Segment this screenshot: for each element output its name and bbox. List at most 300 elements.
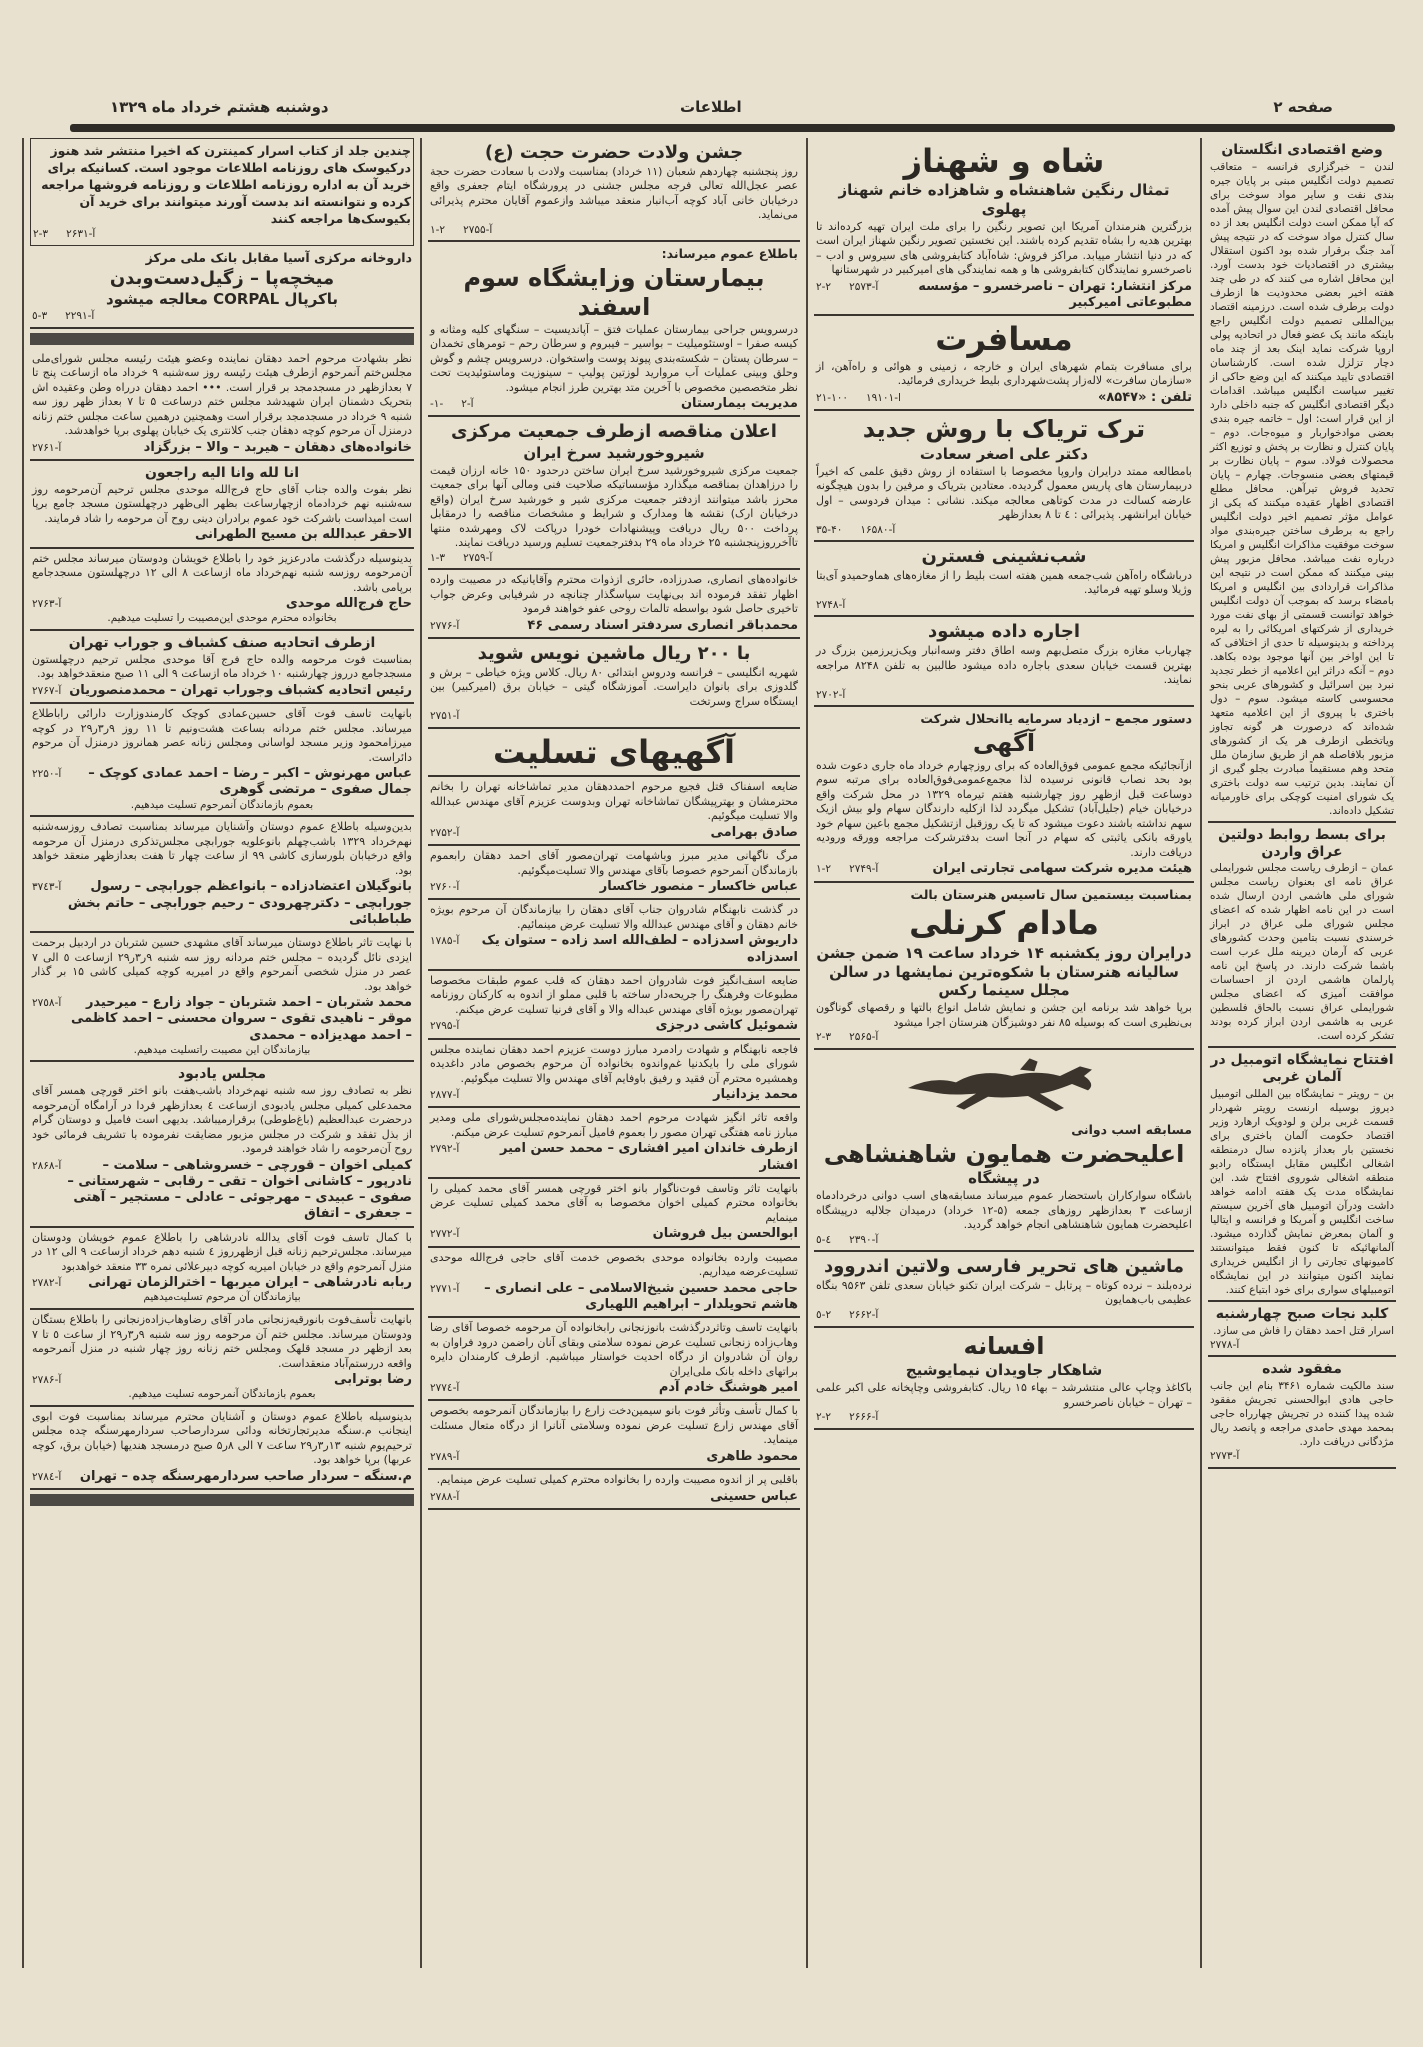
block-body: بانهایت تأسف‌فوت بانورقیه‌زنجانی مادر آقای رضاوهاب‌زاده‌زنجانی را باطلاع بستگان ودوستان میرساند. مجلس ختم آن مرحومه روز سه شنبه ۹ر۳ر۲۹ از ساعت ٥ تا ۷ بعد ازظهر در مسجد قلهک ومجلس ختم زنانه روز چهار شنبه در منزل آنمرحومه واقعه دررستم‌آباد منعقداست. <box>32 1313 412 1370</box>
block-footer <box>430 1449 798 1465</box>
ad-codes <box>1210 1339 1239 1353</box>
ad-code: آ-۲۷۴۹ <box>849 863 879 876</box>
ad-codes <box>816 863 878 877</box>
block-subheadline: شیروخورشید سرخ ایران <box>523 444 705 463</box>
ad-code: آ-۲۷۴۸ <box>816 598 846 611</box>
block-body: بانهایت تاسف فوت آقای حسین‌عمادی کوچک کارمندوزارت دارائی راباطلاع میرساند. مجلس ختم مردانه بساعت هشت‌ونیم تا ۱۱ روز ۹ر۳ر۲۹ در کوچه میرزامحمود وزیر مسجد لواسانی ومجلس زنانه عصر همانروز درمنزل آن مرحوم دائراست. <box>32 707 412 764</box>
ad-codes <box>32 881 61 895</box>
column-divider <box>420 138 422 1968</box>
news-block <box>30 1062 414 1227</box>
news-block <box>814 138 1194 316</box>
block-headline: با ۲۰۰ ریال ماشین نویس شوید <box>477 643 751 665</box>
ad-code: آ-۲۷۷۳ <box>1210 1450 1240 1463</box>
block-headline: شاه و شهناز <box>903 142 1105 180</box>
block-body: اسرار قتل احمد دهقان را فاش می سازد. <box>1213 1324 1394 1337</box>
news-block <box>1208 1048 1396 1302</box>
block-signature: امیر هوشنگ خادم آدم <box>658 1380 798 1396</box>
news-block <box>30 631 414 704</box>
ad-codes <box>430 1228 459 1242</box>
block-subheadline: شاهکار جاویدان نیمایوشیج <box>905 1361 1103 1380</box>
block-footer <box>430 552 798 566</box>
ad-code: ۲-٥ <box>816 1308 832 1321</box>
ad-code: آ-۲۷۷۶ <box>430 619 460 632</box>
block-footer <box>816 1411 1192 1425</box>
ad-code: آ-۲۷۶۳ <box>32 598 62 611</box>
block-body: خانواده‌های انصاری، صدرزاده، حائری ازذوات محترم وآقایانیکه در مصیبت وارده اظهار تفقد فرموده اند بی‌نهایت سپاسگذار چنانچه در شرفیابی وعرض جواب تاخیری حاصل شود بواسطه تالمات روحی عفو خواهند فرمود <box>430 573 798 616</box>
block-body: عمان – ازطرف ریاست مجلس شورایملی عراق نامه ای بعنوان ریاست مجلس شورای ملی هاشمی اردن ارسال شده است در این نامه اظهار شده که اعضای مجلس شورای ملی عراق در ابراز خرسندی نسبت بتامین وحدت کشورهای عربی که آرمان دیرینه ملل عرب است باشما شرکت دارند. در پاسخ این نامه پارلمان هاشمی اردن از احساسات موافقت آمیزی که اعضای مجلس شورایملی عراق نسبت بالحاق فلسطین عربی به هاشمی اردن ابراز کرده بودند تشکر کرده است. <box>1210 862 1394 1043</box>
ad-code: آ-۲۷۵۱ <box>430 710 460 723</box>
news-block <box>814 1328 1194 1430</box>
block-body: بزرگترین هنرمندان آمریکا این تصویر رنگین را برای ملت ایران تهیه کرده‌اند تا بهترین هدیه را بشاه تقدیم کرده باشند. این نخستین تصویر رنگین شهناز ایران است که در دنیا انتشار مییابد. مراکز فروش: شاه‌آباد کتابفروشی های سیروس و ادب – ناصرخسرو نمایندگان کتابفروشی ها و همه نمایندگی های امیرکبیر در شهرستانها <box>816 219 1192 277</box>
block-headline: آگهیهای تسلیت <box>493 732 735 771</box>
block-note: بعموم بازماندگان آنمرحوم تسلیت میدهیم. <box>130 798 314 811</box>
ad-codes <box>430 552 492 566</box>
ad-code: ا-۱۹۱۰۱ <box>866 391 901 404</box>
ad-code: آ-۲۸۶۸ <box>32 1159 62 1172</box>
horse-race-icon <box>894 1052 1114 1116</box>
block-signature: محمد یزدانیار <box>713 1087 798 1103</box>
news-block <box>814 1118 1194 1253</box>
ad-code: ۲-۳ <box>33 228 49 241</box>
block-footer <box>430 1087 798 1103</box>
block-footer <box>430 1281 798 1314</box>
ad-code: آ-۲۷۷۱ <box>430 1282 460 1295</box>
ad-codes <box>32 1374 61 1388</box>
block-footer <box>816 689 1192 703</box>
ad-code: آ-۲۷۰۲ <box>816 688 846 701</box>
ad-code: ۳۵-۴۰ <box>816 523 843 536</box>
block-signature: هیئت مدیره شرکت سهامی تجارتی ایران <box>932 861 1192 877</box>
issue-date: دوشنبه هشتم خرداد ماه ۱۳۲۹ <box>110 98 329 116</box>
ad-code: ۲۱-۱۰۰ <box>816 391 848 404</box>
block-signature: خانواده‌های دهقان – هیربد – والا – بزرگزاد <box>143 439 412 455</box>
ad-code: آ-۲۷۶۱ <box>32 441 62 454</box>
page-number: صفحه ۲ <box>1273 98 1333 116</box>
block-signature: رضا بوترابی <box>334 1372 412 1388</box>
news-block <box>1208 1302 1396 1357</box>
ad-codes <box>816 281 878 295</box>
block-body: شهریه انگلیسی – فرانسه ودروس ابتدائی ۸۰ ریال. کلاس ویژه خیاطی – برش و گلدوزی برای بانوان دایراست. آموزشگاه گیتی – خیابان برق (امیرکبیر) بین ایستگاه سراج وسرتخت <box>430 665 798 708</box>
block-body: نرده‌بلند – نرده کوتاه – پرتابل – شرکت ایران تکنو خیابان سعدی تلفن ۹۵۶۳ بنگاه عظیمی باب‌همایون <box>816 1278 1192 1307</box>
news-block <box>30 1310 414 1407</box>
block-headline: اعلیحضرت همایون شاهنشاهی <box>823 1139 1185 1168</box>
ad-code: ۱-۲ <box>430 223 446 236</box>
ad-code: ۲-۲ <box>816 280 832 293</box>
news-block <box>428 1040 800 1109</box>
block-footer <box>430 825 798 841</box>
ad-codes <box>430 398 474 412</box>
column-notices-condolences <box>422 138 806 1510</box>
news-block <box>814 316 1194 411</box>
ad-code: آ-۲۵۶۵ <box>849 1031 879 1044</box>
black-divider-bar <box>30 333 414 345</box>
ad-codes <box>816 599 845 613</box>
block-lead: بمناسبت بیستمین سال تاسیس هنرستان بالت <box>910 886 1192 902</box>
ad-codes <box>430 224 492 238</box>
block-body: در گذشت نابهنگام شادروان جناب آقای دهقان را بیازماندگان آن مرحوم بویژه خانم دهقان و آقای مهندس عبدالله والا تسلیت عرض مینمائیم. <box>430 903 798 931</box>
block-body: نظر بفوت والده جناب آقای حاج فرج‌الله موحدی مجلس ترحیم آن‌مرحومه روز سه‌شنبه نهم خردادماه ازچهارساعت بظهر الی‌ظهر درچهلستون مسجد جامع برپا است امیداست باشرکت خود عموم برادران دینی روح آن مرحومه را شاد فرمایند. <box>32 482 412 525</box>
block-body: برای مسافرت بتمام شهرهای ایران و خارجه ، زمینی و هوائی و راه‌آهن، از «سازمان سافرت» لاله‌زار پشت‌شهرداری بلیط خریداری فرمائید. <box>816 359 1192 388</box>
block-body: برپا خواهد شد برنامه این جشن و نمایش شامل انواع بالتها و رقصهای گوناگون بی‌نظیری است که بوسیله ۸۵ نفر دوشیزگان هنرستان اجرا میشود <box>816 1001 1192 1029</box>
news-block <box>428 1318 800 1401</box>
block-body: فاجعه نابهنگام و شهادت رادمرد مبارز دوست عزیزم احمد دهقان نماینده مجلس شورای ملی را بایکدنیا غم‌واندوه بخانواده آن مرحوم بخصوص مادر داغدیده وهمشیره محترم آن فقید و رفیق باوفایم آقای مهندس والا تسلیت میگوئیم. <box>430 1042 798 1085</box>
block-body: سند مالکیت شماره ۳۴۶۱ بنام این جانب حاجی هادی ابوالحسنی تجریش مفقود شده پیدا کننده در تجریش چهارراه حاجی بمحمد مهدی حامدی مراجعه و پانصد ریال مژدگانی دریافت دارد. <box>1210 1380 1394 1449</box>
ad-codes <box>816 1234 878 1248</box>
ad-codes <box>816 1031 878 1045</box>
ad-codes <box>430 1020 459 1034</box>
block-signature: ابوالحسن بیل فروشان <box>652 1226 798 1242</box>
news-block <box>428 639 800 729</box>
block-footer <box>430 933 798 966</box>
block-footer <box>816 524 1192 538</box>
news-block <box>30 1228 414 1310</box>
ad-codes <box>32 1471 61 1485</box>
block-signature: محمود طاهری <box>706 1448 798 1464</box>
block-footer <box>32 879 412 928</box>
block-footer <box>430 1018 798 1034</box>
block-body: بمناسبت فوت مرحومه والده حاج فرج آقا موحدی مجلس ترحیم درچهلستون مسجدجامع درروز چهارشنبه ۱۰ خرداد ماه ازساعت ۹ الی ۱۱ صبح منعقدخواهد بود. <box>32 652 412 681</box>
ad-codes <box>32 442 61 456</box>
news-block <box>428 570 800 639</box>
ad-code: آ-۲۷۷۲ <box>430 1228 460 1241</box>
ad-code: -۱- <box>430 398 444 411</box>
block-subheadline: درایران روز یکشنبه ۱۴ خرداد ساعت ۱۹ ضمن جشن سالیانه هنرستان با شکوه‌ترین نمایشها در سالن مجلل سینما رکس <box>816 943 1192 1000</box>
news-block <box>814 542 1194 617</box>
ad-code: آ-۲۲۵۰ <box>32 768 62 781</box>
block-signature: بانوگیلان اعتضادزاده – بانواعظم جورابچی – رسول جورابچی – دکترچهرودی – رحیم جورابچی – حاتم بخش طباطبائی <box>67 879 412 927</box>
column-news <box>1202 138 1402 1469</box>
block-signature: عباس خاکسار – منصور خاکسار <box>599 879 798 895</box>
block-body: ضایعه اسف‌انگیز فوت شادروان احمد دهقان که قلب عموم طبقات مخصوصا مطبوعات وفرهنگ را جریحه‌دار ساخته با قلبی مملو از اندوه به کارکنان روزنامه تهران‌مصور بویژه آقای مهندس عبداله والا و آقای فرنیا تسلیت عرض میکنم. <box>430 973 798 1016</box>
ad-codes <box>430 1491 459 1505</box>
column-divider <box>1200 138 1202 1968</box>
block-signature: ربابه نادرشاهی – ایران میربها – اخترالزمان تهرانی <box>88 1275 412 1291</box>
news-block <box>30 933 414 1062</box>
block-signature: حاجی محمد حسین شیخ‌الاسلامی – علی انصاری – هاشم تحویلدار – ابراهیم اللهیاری <box>484 1280 798 1312</box>
block-subheadline: تمثال رنگین شاهنشاه و شاهزاده خانم شهناز پهلوی <box>838 181 1170 219</box>
block-lead: باطلاع عموم میرساند: <box>661 246 798 262</box>
ad-code: آ-۲۷۶۷ <box>32 684 62 697</box>
block-signature: مرکز انتشار: تهران – ناصرخسرو – مؤسسه مطبوعاتی امیرکبیر <box>918 278 1192 311</box>
news-block <box>1208 1357 1396 1468</box>
block-footer <box>32 683 412 699</box>
ad-code: آ-۲۷۷٤ <box>430 1382 460 1395</box>
news-block <box>428 138 800 242</box>
ad-codes <box>32 685 61 699</box>
block-body: بدینوسیله باطلاع عموم دوستان و آشنایان محترم میرساند بمناسبت فوت ابوی اینجانب م.سنگه مدیرتجارتخانه ودائی سردارصاحب سردارمهرسنگه چده مجلس ترحیم‌یوم شنبه ۱۳ر۳ر۲۹ ساعت ۷ الی ۸ر۵ صبح درمسجد هندیها (خیابان برق، کوچه عربها) برپا خواهد بود. <box>32 1409 412 1467</box>
ad-code: آ-۲۵۷۳ <box>849 280 879 293</box>
block-footer <box>32 766 412 799</box>
block-body: بن – رویتر – نمایشگاه بین المللی اتومبیل دیروز بوسیله ارنست رویتر شهردار قسمت غربی برلن و لودویک ارهارد وزیر اقتصاد حکومت آلمان باختری برای نخستین بار بعداز پانزده سال درمنطقه اشغالی انگلیس مقابل ایستگاه رادیو منطقه اشغالی شوروی افتتاح شد. این نمایشگاه مدت یک هفته ادامه خواهد داشت ودرآن اتومبیل های آخرین سیستم ساخت انگلیس و آمریکا و فرانسه و ایتالیا و آلمان بمعرض نمایش گذارده میشود. آلمانهائیکه تا کنون فقط میتوانستند کامیونهای تجارتی را از انگلیس خریداری نمایند اکنون میتوانند در این نمایشگاه اتومبیلهای سواری برای خود ابتیاع کنند. <box>1210 1087 1394 1296</box>
block-footer <box>32 440 412 456</box>
block-headline: مجلس یادبود <box>177 1066 267 1083</box>
block-body: درسرویس جراحی بیمارستان عملیات فتق – آپاندیسیت – سنگهای کلیه ومثانه و کیسه صفرا – اوستئومیلیت – بواسیر – فیبروم و سرطان رحم – تومرهای تخمدان – سرطان پستان – شکسته‌بندی پیوند پوست واستخوان. درسرویس چشم و گوش وحلق وبینی عملیات آب مروارید لوزتین پولیپ – سینوزیت وماستوئیدیت تحت نظر متخصصین مخصوص با آخرین متد بهترین طرز انجام میشود. <box>430 322 798 394</box>
block-note: بیازماندگان این مصیبت راتسلیت میدهیم. <box>133 1043 311 1056</box>
ad-codes <box>430 1382 459 1396</box>
block-body: مصیبت وارده بخانواده موحدی بخصوص خدمت آقای حاجی فرج‌الله موحدی تسلیت‌عرضه میداریم. <box>430 1250 798 1279</box>
block-headline: اجاره داده میشود <box>927 621 1081 643</box>
block-body: جمعیت مرکزی شیروخورشید سرخ ایران ساختن درحدود ۱۵۰ خانه ارزان قیمت را درزاهدان بمناقصه میگذارد مؤسساتیکه صلاحیت فنی ومالی آنها برای جمعیت محرز باشد میتوانند ازدفتر جمعیت مرکزی شیر و خورشید سرخ ایران (واقع درخیابان ارک) نقشه ها ومدارک و شرایط و مشخصات مناقصه را درمقابل پرداخت ۵۰۰ ریال دریافت وپیشنهادات خودرا درپاکت لاک ومهرشده منتها تاآخرروزپنجشنبه ۲۵ خرداد ماه ۲۹ بدفترجمعیت تسلیم ورسید دریافت نمایند. <box>430 463 799 550</box>
block-subheadline: دکتر علی اصغر سعادت <box>919 444 1089 463</box>
ad-code: ۲-۲ <box>816 1411 832 1424</box>
block-body: درباشگاه راه‌آهن شب‌جمعه همین هفته است بلیط را از مغازه‌های هماوحمیدو آی‌بتا وژیلا وسلو تهیه فرمائید. <box>816 568 1192 597</box>
block-headline: برای بسط روابط دولتین عراق واردن <box>1218 826 1386 860</box>
block-body: روز پنجشنبه چهاردهم شعبان (۱۱ خرداد) بمناسبت ولادت با سعادت حضرت حجة عصر عجل‌الله تعالی فرجه مجلس جشنی در پرورشگاه ایتام جعفری واقع درخیابان خانی آباد کوچه آب‌انبار منعقد میباشد وازعموم آقایان محترم پذیرائی می‌نماید. <box>430 164 798 222</box>
block-lead: چندین جلد از کتاب اسرار کمینترن که اخیرا منتشر شد هنوز درکیوسک های روزنامه اطلاعات موجود است. کسانیکه برای خرید آن به اداره روزنامه اطلاعات و روزنامه فروشها مراجعه کرده و نتوانسته اند بدست آورند میتوانند برای خرید آن بکیوسک‌ها مراجعه کنند <box>41 143 411 226</box>
ad-codes <box>816 1309 878 1323</box>
block-signature: مدیریت بیمارستان <box>680 396 798 412</box>
ad-code: آ-۲ <box>461 398 474 411</box>
ad-codes <box>816 1411 878 1425</box>
block-footer <box>816 599 1192 613</box>
news-block <box>428 729 800 777</box>
block-footer <box>430 879 798 895</box>
block-signature: ازطرف خاندان امیر افشاری – محمد حسن امیر افشار <box>500 1141 798 1173</box>
block-body: ضایعه اسفناک قتل فجیع مرحوم احمددهقان مدیر تماشاخانه تهران را بخانم محترمشان و بهترپیشگان تماشاخانه تهران وبدوست عزیزم آقای مهندس عبدالله والا تسلیت میگوئیم. <box>430 780 798 823</box>
block-signature: داریوش اسدزاده – لطف‌الله اسد زاده – ستوان یک اسدزاده <box>481 933 798 965</box>
block-body: با کمال تاسف فوت آقای یدالله نادرشاهی را باطلاع عموم خویشان ودوستان میرساند. مجلس‌ترحیم زنانه قبل ازظهرروز ٤ شنبه دهم خرداد ازساعت ۹ الی ۱۲ در منزل آنمرحوم واقع در خیابان امیریه کوچه دبیرعلائی نمره ۳۳ منعقد خواهدبود <box>32 1230 412 1273</box>
ad-codes <box>430 935 459 949</box>
news-block <box>428 417 800 570</box>
ad-code: آ-۱۷۸۵ <box>430 935 460 948</box>
news-block <box>814 883 1194 1050</box>
header-rule <box>70 124 1395 132</box>
block-body: بدینوسیله درگذشت مادرعزیز خود را باطلاع خویشان ودوستان میرساند مجلس ختم آن‌مرحومه روزسه شنبه نهم‌خرداد ماه ازساعت ۸ الی ۱۲ درچهلستون مسجدجامع برپامی باشد. <box>32 551 412 594</box>
block-body: با کمال تأسف وتأثر فوت بانو سیمین‌دخت زارع را بیازماندگان آنمرحومه بخصوص آقای مهندس زارع تسلیت عرض نموده وسلامتی آنانرا از درگاه متعال مسئلت مینماید. <box>430 1404 798 1447</box>
ad-code: آ-۲۶۶۶ <box>849 1411 879 1424</box>
block-footer <box>430 1489 798 1505</box>
block-body: مرگ ناگهانی مدیر مبرز وباشهامت تهران‌مصور آقای احمد دهقان رابعموم بازماندگان آنمرحوم خصوصا بآقای مهندس والا تسلیت‌میگوئیم. <box>430 849 798 877</box>
block-headline: بیمارستان وزایشگاه سوم اسفند <box>463 264 765 321</box>
block-footer <box>32 596 412 612</box>
news-block <box>30 817 414 933</box>
block-footer <box>1210 1339 1394 1353</box>
block-headline: وضع اقتصادی انگلستان <box>1221 142 1383 158</box>
ad-code: آ-۳۷٤۳ <box>32 881 62 894</box>
ad-codes <box>32 1277 61 1291</box>
block-footer <box>816 861 1192 877</box>
ad-codes <box>816 689 845 703</box>
block-footer <box>430 618 798 634</box>
news-block <box>428 777 800 846</box>
block-note: بخانواده محترم موحدی این‌مصیبت را تسلیت میدهیم. <box>107 612 337 625</box>
ad-code: ۳-٥ <box>32 310 48 323</box>
block-headline: شب‌نشینی فسترن <box>921 546 1087 568</box>
ad-codes <box>32 310 94 324</box>
ad-code: آ-۲۷۵۲ <box>430 826 460 839</box>
ad-codes <box>430 1451 459 1465</box>
block-footer <box>430 1226 798 1242</box>
block-signature: محمد شتربان – احمد شتربان – جواد زارع – میرحیدر موقر – ناهیدی تقوی – سروان محسنی – احمد کاظمی – احمد مهدیزاده – محمدی <box>70 995 412 1043</box>
block-signature: حاج فرج‌الله موحدی <box>285 596 412 612</box>
ad-code: آ-۲۷۵۹ <box>463 551 493 564</box>
news-block <box>814 617 1194 707</box>
block-footer <box>32 1275 412 1291</box>
block-footer <box>430 396 798 412</box>
ad-codes <box>32 598 61 612</box>
block-headline: میخچه‌پا – زگیل‌دست‌وبدن <box>109 267 335 289</box>
ad-code: آ-۲۶۶۲ <box>849 1308 879 1321</box>
ad-codes <box>430 827 459 841</box>
ad-codes <box>32 1160 61 1174</box>
block-footer <box>430 1380 798 1396</box>
column-memorial-notices <box>24 138 420 1510</box>
block-footer <box>32 1469 412 1485</box>
ad-code: آ-۲۸۷۷ <box>430 1089 460 1102</box>
block-headline: اعلان مناقصه ازطرف جمعیت مرکزی <box>451 421 777 443</box>
news-block <box>30 246 414 329</box>
block-signature: شموئیل کاشی درجزی <box>655 1018 798 1034</box>
news-block <box>428 900 800 971</box>
block-footer <box>816 390 1192 406</box>
block-footer <box>816 279 1192 312</box>
news-block <box>30 138 414 246</box>
block-footer <box>32 1158 412 1223</box>
block-signature: عباس مهرنوش – اکبر – رضا – احمد عمادی کوچک – جمال صفوی – مرتضی گوهری <box>88 766 412 798</box>
block-footer <box>430 710 798 724</box>
ad-code: آ-۲۷۶۰ <box>430 881 460 894</box>
ad-codes <box>816 392 901 406</box>
block-footer <box>816 1234 1192 1248</box>
ad-codes <box>430 710 459 724</box>
block-signature: رئیس اتحادیه کشباف وجوراب تهران – محمدمنصوریان <box>69 682 412 698</box>
news-block <box>30 1407 414 1490</box>
block-footer <box>32 310 412 324</box>
news-block <box>428 1179 800 1248</box>
block-body: بدین‌وسیله باطلاع عموم دوستان وآشنایان میرساند بمناسبت تصادف روزسه‌شنبه نهم‌خرداد ۱۳۲۹ باشب‌چهلم بانوعلویه جورابچی مجلس‌تذکری درمنزل آن مرحومه واقع درخیابان بلورسازی کاشی ۹۹ از ساعت چهار تا هفت بعدازظهر منعقد خواهد بود. <box>32 820 412 877</box>
block-footer <box>32 995 412 1044</box>
news-block <box>814 1252 1194 1327</box>
block-note: بیازماندگان آن مرحوم تسلیت‌میدهیم <box>143 1291 301 1304</box>
ad-codes <box>33 228 95 242</box>
news-block <box>428 242 800 417</box>
block-body: بانهایت تاسف وتاثردرگذشت بانوزنجانی رابخانواده آن مرحومه خصوصا آقای رضا وهاب‌زاده زنجانی تسلیت عرض نموده سلامتی وبقای آنان راضمن درود فراوان به روان آن شادروان از درگاه احدیت خواستار میباشیم. ازطرف کارمندان دایره براتهای داخله بانک ملی‌ایران <box>430 1321 798 1378</box>
block-headline: مادام کرنلی <box>909 904 1099 943</box>
block-headline: ماشین های تحریر فارسی ولاتین اندروود <box>823 1256 1185 1278</box>
block-headline: کلبد نجات صبح چهارشنبه <box>1215 1305 1389 1322</box>
ad-codes <box>430 1143 459 1157</box>
column-divider <box>22 138 24 1968</box>
ad-code: آ-۲۶۳۱ <box>66 228 96 241</box>
ad-code: آ-۲۲۹۱ <box>65 310 95 323</box>
block-signature: صادق بهرامی <box>710 824 798 840</box>
ad-code: آ-۲۳۹۰ <box>849 1233 879 1246</box>
news-block <box>30 704 414 817</box>
block-body: چهارباب مغازه بزرگ متصل‌بهم وسه اطاق دفتر وسه‌انبار ویک‌زیرزمین بزرگ در بهترین قسمت خیابان سعدی باجاره داده میشود طالبین به تلفن ۸۲۴۸ مراجعه نمایند. <box>816 644 1192 687</box>
block-signature: کمیلی اخوان – قورچی – خسروشاهی – سلامت – نادرپور – کاشانی اخوان – تقی – رقابی – شهرستانی – صفوی – عبیدی – مهرجوئی – عادلی – مستجیر – آهتی – جعفری – اتفاق <box>67 1157 412 1222</box>
ad-codes <box>430 620 459 634</box>
block-lead: مسابقه اسب دوانی <box>1071 1121 1192 1137</box>
news-block <box>30 549 414 631</box>
block-body: بانهایت تاثر وتاسف فوت‌ناگوار بانو اختر قورچی همسر آقای محمد کمیلی را بخانواده محترم کمیلی اخوان مخصوصا به آقای محمد کمیلی تسلیت عرض مینمایم <box>430 1181 798 1224</box>
newspaper-name: اطلاعات <box>680 98 742 116</box>
block-body: لندن – خبرگزاری فرانسه – متعاقب تصمیم دولت انگلیس مبنی بر پایان جیره بندی نفت و سایر مواد سوخت برای محافل اقتصادی لندن این سوال پیش آمده که آیا ممکن است دولت انگلیس بعد از ده سال کنترل مواد سوخت که در نتیجه پیش آمد جنگ برقرار شده بود اکنون استقلال بیشتری در اقتصادیات خود بدست آورد. این محافل اشاره می کنند که در طی چند هفته اخیر بعضی محدودیت ها ازطرف دولت برطرف شده است. درزمینه اقتصاد بین‌المللی تصمیم دولت انگلیس راجع باینکه مانند یک عضو فعال در اتحادیه پولی اروپا شرکت نماید اینک بعد از چند ماه دچار تزلزل شده است. کارشناسان اقتصادی تایید میکنند که این وضع حاکی از تغییر سیاست انگلیس میباشد. اقدامات دیگر اقتصادی انگلیس که جنبه داخلی دارد از این قرار است: اول – خاتمه جیره بندی بعضی موادخواربار و میوه‌جات. دوم – پایان کنترل و نظارت بر پخش و توزیع اکثر محصولات فولاد. سوم – پایان نظارت بر قیمتهای بعضی منسوجات. چهارم – پایان تحدید فروش تیرآهن. محافل مطلع اقتصادی اظهار عقیده میکنند که یکی از عوامل مؤثر تصمیم اخیر دولت انگلیس راجع به برطرف ساختن جیره‌بندی مواد سوخت موفقیت مذاکرات انگلیس و امریکا درباره نفت میباشد. محافل مزبور پیش بینی میکنند که ممکن است در نتیجه این مذاکرات قراردادی بین انگلیس و امریکا بامضاء برسد که بموجب آن دولت انگلیس خواهد توانست قسمتی از بهای نفت مورد خریداری از شرکتهای امریکائی را به لیره پرداخته و بدینوسیله تا حدی از اختلافی که تا این اواخر بین آنها موجود بوده بکاهد. دوم – آنکه دراثر این اعلامیه از خطر تجدید نبرد بین اسرائیل و کشورهای عربی بنحو محسوسی کاسته میشود. سوم – دول باختری با پیروی از این اعلامیه متعهد شده‌اند که درصورت هر گونه تجاوز ویاتخطی ازطرف هر یک از کشورهای مزبور بلافاصله هم از طریق سازمان ملل متحد وهم مستقیماً مبادرت بجلو گیری از آن نمایند. بدین ترتیب سه دولت باختری یک شورای امنیت کوچکی برای خاورمیانه تشکیل داده‌اند. <box>1210 160 1394 817</box>
black-divider-bar <box>30 1494 414 1506</box>
news-block <box>428 1401 800 1470</box>
news-block <box>30 349 414 461</box>
ad-codes <box>816 524 895 538</box>
block-body: باکاغذ وچاپ عالی منتشرشد – بهاء ۱۵ ریال. کتابفروشی وچاپخانه علی اکبر علمی – تهران – خیابان ناصرخسرو <box>816 1381 1192 1409</box>
news-block <box>428 1470 800 1510</box>
ad-code: آ-۲۷۸۹ <box>430 1450 460 1463</box>
ad-code: آ-۲۷۸۲ <box>32 1277 62 1290</box>
ad-codes <box>430 1283 459 1297</box>
block-footer <box>430 224 798 238</box>
ad-code: آ-۲۷۷۸ <box>1210 1338 1240 1351</box>
block-footer <box>1210 1450 1394 1464</box>
block-body: ازآنجائیکه مجمع عمومی فوق‌العاده که برای روزچهارم خرداد ماه جاری دعوت شده بود بحد نصاب قانونی نرسیده لذا مجمع‌عمومی‌فوق‌العاده برای مرتبه سوم دوساعت قبل ازظهر روز چهارشنبه هفتم تیرماه ۱۳۲۹ در محل شرکت واقع درخیابان خیام (جلیل‌آباد) تشکیل میگردد لذا ازکلیه دارندگان سهام ولو بیش ازیک سهم نداشته باشند دعوت میشود که تا یک روزقبل ازتشکیل مجمع باعین سهام خود یاورقه بانکی یاثبتی که سهام در آنجا است بدفترشرکت مراجعه وورقه ورودیه دریافت دارند. <box>816 758 1192 859</box>
ad-code: آ-۲۷۹۲ <box>430 1143 460 1156</box>
block-footer <box>816 1031 1192 1045</box>
news-block <box>814 411 1194 542</box>
news-block <box>30 461 414 549</box>
block-footer <box>816 1309 1192 1323</box>
news-block <box>1208 823 1396 1049</box>
block-signature: محمدباقر انصاری سردفتر اسناد رسمی ۴۶ <box>527 617 798 633</box>
block-headline: مفقود شده <box>1262 1361 1342 1378</box>
block-subheadline: در پیشگاه <box>968 1169 1040 1188</box>
ad-code: آ-۲۷۸۶ <box>32 1374 62 1387</box>
column-ads <box>808 138 1200 1430</box>
block-lead: داروخانه مرکزی آسیا مقابل بانک ملی مرکز <box>145 250 412 266</box>
column-divider <box>806 138 808 1968</box>
ad-code: آ-۲۷۸٤ <box>32 1470 62 1483</box>
block-headline: مسافرت <box>935 320 1073 359</box>
ad-code: آ-۲۷۹۵ <box>430 1020 460 1033</box>
block-body: با نهایت تاثر باطلاع دوستان میرساند آقای مشهدی حسین شتربان در اردبیل برحمت ایزدی نائل گردیده – مجلس ختم مردانه روز سه شنبه ۹ر۳ر۲۹ ازساعت ٥ الی ۷ عصر در منزل شخصی آنمرحوم واقع در امیریه کوچه کمیلی کاشی ۱۵ بر گذار خواهد بود. <box>32 936 412 993</box>
ad-code: آ-۲۷٥۸ <box>32 997 62 1009</box>
ad-code: آ-۲۷۵۵ <box>463 223 493 236</box>
ad-codes <box>32 997 61 1011</box>
block-signature: عباس حسینی <box>710 1488 798 1504</box>
block-signature: تلفن : «۸۵۴۷» <box>1097 389 1192 405</box>
block-body: باقلبی پر از اندوه مصیبت وارده را بخانواده محترم کمیلی تسلیت عرض مینمایم. <box>436 1473 798 1487</box>
block-headline: ترک تریاک با روش جدید <box>862 415 1146 444</box>
ad-codes <box>430 881 459 895</box>
news-block <box>428 846 800 900</box>
block-headline: جشن ولادت حضرت حجت (ع) <box>484 142 744 163</box>
ad-code: ۱-۲ <box>816 863 832 876</box>
block-subheadline: باکرپال CORPAL معالجه میشود <box>105 290 339 309</box>
ad-code: ۱-۳ <box>430 551 446 564</box>
block-footer <box>33 228 411 242</box>
news-block <box>428 1108 800 1179</box>
block-lead: دستور مجمع – ازدیاد سرمایه یاانحلال شرکت <box>920 711 1192 727</box>
block-headline: افسانه <box>963 1331 1045 1360</box>
ad-codes <box>32 768 61 782</box>
block-headline: افتتاح نمایشگاه اتومبیل در آلمان غربی <box>1210 1052 1394 1086</box>
block-signature: الاحقر عبدالله بن مسیح الطهرانی <box>195 527 412 543</box>
news-block <box>428 1248 800 1319</box>
block-headline: ازطرف اتحادیه صنف کشباف و جوراب تهران <box>68 635 376 652</box>
block-signature: م.سنگه – سردار صاحب سردارمهرسنگه چده – تهران <box>79 1468 412 1484</box>
news-block <box>814 707 1194 882</box>
block-footer <box>32 1372 412 1388</box>
block-footer <box>32 527 412 543</box>
block-headline: آگهی <box>972 729 1036 758</box>
block-note: بعموم بازماندگان آنمرحومه تسلیت میدهیم. <box>128 1388 316 1401</box>
block-footer <box>430 1141 798 1174</box>
block-body: نظر به تصادف روز سه شنبه نهم‌خرداد باشب‌هفت بانو اختر قورچی همسر آقای محمدعلی کمیلی مجلس یادبودی ازساعت ٤ بعدازظهر فردا در آرامگاه آن‌مرحومه درحضرت عبدالعظیم (باغ‌طوطی) برقرارمیباشد. بدیهی است فامیل و دوستان گرام از بذل تفقد و شرکت در مجلس مزبور مضایقت نفرموده با تشریف فرمائی خود روح آن‌مرحومه را شاد خواهند فرمود. <box>32 1084 412 1156</box>
news-block <box>1208 138 1396 823</box>
block-body: نظر بشهادت مرحوم احمد دهقان نماینده وعضو هیئت رئیسه مجلس شورای‌ملی مجلس‌ختم آنمرحوم ازطرف هیئت رئیسه روز سه‌شنبه ۹ خرداد ماه ازساعت پنج تا ۷ بعدازظهر در مسجدمجد بر قرار است. ••• احمد دهقان درراه وطن وعقیده اش بتحریک دشمنان ایران شهیدشد مجلس ختم درساعت ۵ تا ۷ بعداز ظهر روز سه شنبه ۹ خرداد در مسجدمجد برقرار است وهمچنین درهمین ساعت مجلس ختم زنانه درمنزل آن مرحوم کوچه دهقان جنب کلانتری یک خیابان پهلوی برپا خواهدشد. <box>32 351 413 438</box>
ad-code: ٤-٥ <box>816 1233 832 1246</box>
ad-codes <box>1210 1450 1239 1464</box>
block-body: واقعه تاثر انگیز شهادت مرحوم احمد دهقان نماینده‌مجلس‌شورای ملی ومدیر مبارز نامه هفتگی تهران مصور را بعموم فامیل آنمرحوم تسلیت عرض میکنم. <box>430 1111 798 1139</box>
block-headline: انا لله وانا الیه راجعون <box>144 465 300 482</box>
ad-code: آ-۲۷۸۸ <box>430 1490 460 1503</box>
ad-code: آ-۱۶۵۸۰ <box>860 523 896 536</box>
